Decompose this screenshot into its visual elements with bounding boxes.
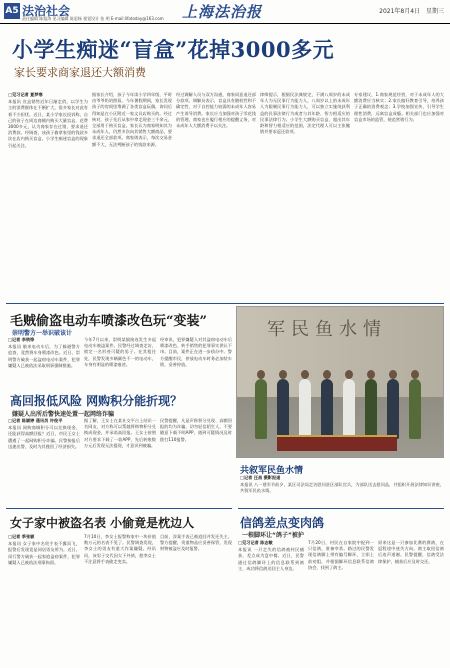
- section-title: 法治社会: [22, 4, 71, 18]
- story3-column-3: 民警提醒，凡是声称积分兑现、高额回报的均为诈骗，切勿轻信陌生人，不要随意下载不明APP，遇到可疑情况及时拨打110报警。: [160, 418, 232, 442]
- calligraphy-banner: 军民鱼水情: [267, 319, 387, 340]
- story3-byline: □记者 陈颖婷 通讯员 许俊平: [8, 418, 63, 423]
- newspaper-name: 上海法治报: [182, 3, 263, 21]
- person-figure: [277, 379, 289, 439]
- issue-date: [375, 6, 444, 15]
- lead-column-1: [8, 92, 88, 300]
- story5-headline: 信鸽差点变肉鸽: [240, 516, 325, 530]
- story3-text-1: 本报讯 网购商城积分可以兑换现金，还能获得高额回报？近日，市民王女士遭遇了一起网购积分诈骗。民警接报后迅速出警，及时为其挽回了经济损失。: [8, 425, 80, 449]
- photo-caption-text: 本报讯 八一建军节前夕，某区司法局走访慰问驻区部队官兵，为部队送去慰问品，并组织开展法律知识讲座，共叙军民鱼水情。: [240, 482, 444, 494]
- story3-headline: 高回报低风险 网购积分能折现？: [10, 394, 183, 408]
- person-figure: [321, 379, 333, 439]
- story5-byline: □见习记者 陈志敏: [238, 540, 273, 545]
- story5-column-2: 7月20日，村民在自家院中捉到一只信鸽，准备宰杀。路过的民警发现信鸽脚上带有编号脚环，立即上前劝阻，并根据脚环信息联系信鸽协会，找到了鸽主。: [308, 540, 374, 570]
- divider-line: [6, 303, 444, 304]
- weekday-text: 星期三: [425, 8, 444, 15]
- story5-subheadline: 一根脚环让“鸽子”被护: [242, 532, 304, 539]
- lead-column-4: 律师提示，根据民法典规定，不满八周岁的未成年人为无民事行为能力人，八周岁以上的未成年人为限制民事行为能力人，可以独立实施纯获利益的民事法律行为或者与其年龄、智力相适应的民事法律行为。小学生大额购买盲盒，超出其年龄和智力相适应的范围，法定代理人可以主张撤销并要求返还款项。: [260, 92, 350, 135]
- lead-text-1: 本报讯 宣盒销售近年日渐走俏，以学生为主的消费群体在不断扩大，很多家长对此有着不少担忧。近日，某小学家长投诉称，自己的孩子在周边商铺内购买大量盲盒，花费3000多元，认为商家存在过错，要求退还消费款。经调查，该孩子偷拿家里的钱款多次在店内购买盲盒。小学生痴迷盲盒的现象引起关注。: [8, 99, 88, 148]
- story4-column-1: [8, 534, 80, 664]
- person-figure: [299, 379, 311, 439]
- story2-column-1: [8, 337, 80, 383]
- divider-line: [6, 508, 232, 509]
- story3-subheadline: 嫌疑人出所后警快速处置一起网络诈骗: [12, 411, 115, 418]
- lead-column-2: 据家长介绍，孩子今年读小学四年级，平时由爷爷奶奶照看。今年暑假期间，家长发现孩子的房间里堆满了各类盲盒玩偶，询问后得知是在小区附近一家文具店购买的。经过核对，孩子先后从家中拿走现金三千余元，全部用于购买盲盒。家长认为商家明知其为未成年人，仍然多次向其销售大额商品，要求退还全部款项。商家则表示，每次交易金额不大，无法判断孩子的钱款来源。: [92, 92, 172, 147]
- story4-headline: 女子家中被盗名表 小偷竟是枕边人: [10, 516, 195, 530]
- person-figure: [409, 379, 421, 439]
- page-number-badge: A5: [4, 3, 20, 19]
- story4-column-2: 7月10日，李女士报警称家中一块价值数万元的名表不见了。民警调查发现，李女士的男友有重大作案嫌疑。经讯问，该男子交代因欠下外债，趁李女士不注意将手表偷走变卖。: [84, 534, 156, 564]
- story2-column-2: 今年7月以来，崇明某镇接连发生多起电动车被盗案件。民警经过调查走访，锁定一名形迹可疑的男子。在其租住处，民警发现多辆颜色不一的电动车，车身有明显的喷漆痕迹。: [84, 337, 156, 367]
- story5-column-1: [238, 540, 304, 664]
- story2-column-3: 经审讯，犯罪嫌疑人对其盗窃电动车后喷漆改色、转手销售的犯罪事实供认不讳。目前，案件正在进一步侦办中。警方提醒市民，停放电动车时务必加装车锁，妥善停放。: [160, 337, 232, 367]
- story3-column-1: [8, 418, 80, 504]
- person-figure: [255, 379, 267, 439]
- person-figure: [387, 379, 399, 439]
- date-text: 2021年8月4日: [379, 8, 421, 15]
- lead-headline: 小学生痴迷“盲盒”花掉3000多元: [12, 37, 335, 62]
- lead-column-5: 专家建议，1.商家规范经营，对于未成年人的大额消费应当核实；2.家长做好教育引导，培养孩子正确的消费观念；3.学校加强宣传，引导学生理性消费，远离盲盒成瘾。相关部门也应加强对盲盒市场的监管，规范营销行为。: [354, 92, 444, 122]
- story5-text-1: 本报讯 一只走失的信鸽被村民捕获，差点成为盘中餐。近日，民警通过信鸽脚环上的信息联系到鸽主，成功将信鸽送回主人身边。: [238, 547, 304, 571]
- photo-caption-title: 共叙军民鱼水情: [240, 466, 304, 476]
- story2-subheadline: 崇明警方一举识破该计: [12, 330, 73, 337]
- story2-byline: □记者 李铁铮: [8, 337, 35, 342]
- lead-column-3: 经过调解人员与双方沟通，商家同意退还部分款项。调解员表示，盲盒具有随机性和不确定性，对于自控能力较弱的未成年人容易产生诱导消费。家长应当加强对孩子零花钱的管理，商家也应履行相应的提醒义务，对未成年人大额消费予以关注。: [176, 92, 256, 129]
- story5-column-3: 原来这是一只参加比赛的赛鸽，在返程途中迷失方向。鸽主取回信鸽后连声道谢。民警提醒，信鸽受法律保护，捕获后应及时交还。: [378, 540, 444, 564]
- story2-text-1: 本报讯 偷来电动车后，为了躲避警方追查，竟然将车身喷漆改色。近日，崇明警方破获一起盗窃电动车案件，犯罪嫌疑人已被依法采取刑事强制措施。: [8, 344, 80, 368]
- story4-byline: □记者 季张颖: [8, 534, 35, 539]
- divider-line: [238, 508, 444, 509]
- photo-caption: [240, 475, 444, 505]
- person-figure: [343, 379, 355, 439]
- story2-headline: 毛贼偷盗电动车喷漆改色玩“变装”: [10, 314, 207, 329]
- story4-text-1: 本报讯 女子家中名贵手表不翼而飞，报警后发现竟是同居男友所为。近日，闵行警方破获一起家庭盗窃案件，犯罪嫌疑人已被依法刑事拘留。: [8, 541, 80, 565]
- lead-subheadline: 家长要求商家退还大额消费: [14, 66, 146, 79]
- story4-column-3: 目前，涉案手表已被追回并发还失主。警方提醒，贵重物品应妥善保管，发现财物被盗应及时报警。: [160, 534, 232, 552]
- lead-byline: □见习记者 夏梦寒: [8, 92, 43, 97]
- gift-table: [277, 435, 397, 451]
- story3-column-2: 据了解，王女士在某社交平台上结识一名网友，对方称可以帮她将购物积分兑换成现金，并承诺高回报。王女士按照对方要求下载了一款APP，先后转账数万元后发现无法提现，才意识到被骗。: [84, 418, 156, 448]
- masthead: [0, 0, 450, 24]
- person-figure: [365, 379, 377, 439]
- editor-credits: 责任编辑 陈旭涛 见习编辑 陈思杨 视觉设计 张 明 E-mail:lifatoday@163.com: [22, 16, 164, 21]
- photo-byline: □记者 汪昌 摄影报道: [240, 475, 281, 480]
- news-photo: [236, 306, 444, 458]
